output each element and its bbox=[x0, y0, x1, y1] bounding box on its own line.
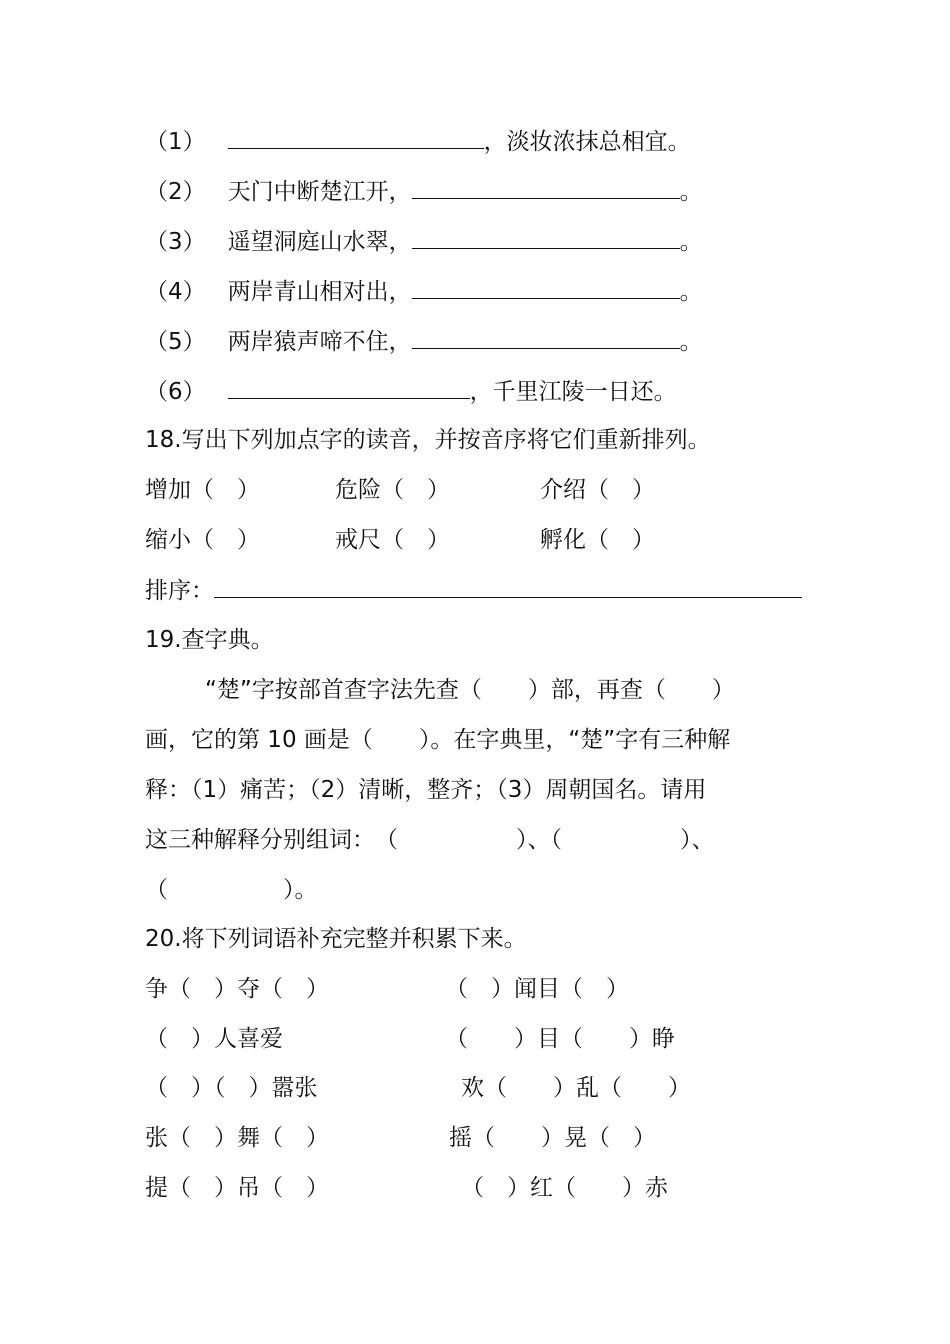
idiom-item[interactable]: 争（ ）夺（ ） bbox=[145, 976, 329, 1002]
answer-blank[interactable] bbox=[228, 376, 470, 399]
poem-text: 天门中断楚江开， bbox=[227, 179, 412, 205]
pinyin-row-1 bbox=[145, 475, 655, 505]
idiom-item[interactable]: （ ）人喜爱 bbox=[145, 1026, 283, 1052]
question-20-title: 20.将下列词语补充完整并积累下来。 bbox=[145, 926, 527, 952]
idiom-item[interactable]: （ ）闻目（ ） bbox=[445, 976, 629, 1002]
poem-text: 遥望洞庭山水翠， bbox=[227, 229, 412, 255]
answer-blank[interactable] bbox=[412, 226, 680, 249]
idiom-row-3 bbox=[145, 1073, 691, 1103]
idiom-item[interactable]: 欢（ ）乱（ ） bbox=[461, 1075, 691, 1101]
word-item[interactable]: 增加（ ） bbox=[145, 477, 260, 503]
answer-blank[interactable] bbox=[228, 126, 484, 149]
word-item[interactable]: 缩小（ ） bbox=[145, 527, 260, 553]
question-18-title: 18.写出下列加点字的读音，并按音序将它们重新排列。 bbox=[145, 427, 711, 453]
poem-line-1 bbox=[145, 126, 691, 157]
item-number: （2） bbox=[145, 179, 206, 205]
item-number: （5） bbox=[145, 329, 206, 355]
poem-text: 。 bbox=[679, 329, 703, 355]
item-number: （3） bbox=[145, 229, 206, 255]
answer-blank[interactable] bbox=[412, 176, 680, 199]
poem-line-6 bbox=[145, 376, 677, 407]
question-19-title: 19.查字典。 bbox=[145, 627, 274, 653]
idiom-item[interactable]: 张（ ）舞（ ） bbox=[145, 1125, 329, 1151]
q19-paragraph-line-4: 这三种解释分别组词： （ ）、（ ）、 bbox=[145, 827, 715, 853]
sort-row bbox=[145, 575, 802, 606]
q19-paragraph-line-5: （ ）。 bbox=[145, 877, 318, 903]
poem-text: ，淡妆浓抹总相宜。 bbox=[483, 129, 691, 155]
poem-line-5 bbox=[145, 326, 703, 357]
word-item[interactable]: 戒尺（ ） bbox=[335, 527, 450, 553]
poem-text: 。 bbox=[679, 279, 703, 305]
answer-blank[interactable] bbox=[412, 276, 680, 299]
poem-text: 两岸猿声啼不住， bbox=[227, 329, 412, 355]
item-number: （6） bbox=[145, 379, 206, 405]
idiom-row-5 bbox=[145, 1173, 668, 1203]
sort-answer-blank[interactable] bbox=[214, 575, 802, 598]
q19-paragraph-line-3: 释：（1）痛苦；（2）清晰，整齐；（3）周朝国名。请用 bbox=[145, 777, 707, 803]
item-number: （1） bbox=[145, 129, 206, 155]
poem-text: 两岸青山相对出， bbox=[227, 279, 412, 305]
idiom-row-1 bbox=[145, 974, 629, 1004]
word-item[interactable]: 孵化（ ） bbox=[540, 527, 655, 553]
poem-text: 。 bbox=[679, 229, 703, 255]
idiom-row-2 bbox=[145, 1024, 675, 1054]
idiom-item[interactable]: 提（ ）吊（ ） bbox=[145, 1175, 329, 1201]
poem-line-2 bbox=[145, 176, 703, 207]
item-number: （4） bbox=[145, 279, 206, 305]
poem-line-4 bbox=[145, 276, 703, 307]
word-item[interactable]: 介绍（ ） bbox=[540, 477, 655, 503]
idiom-item[interactable]: （ ）红（ ）赤 bbox=[461, 1175, 668, 1201]
idiom-row-4 bbox=[145, 1123, 656, 1153]
idiom-item[interactable]: 摇（ ）晃（ ） bbox=[449, 1125, 656, 1151]
answer-blank[interactable] bbox=[412, 326, 680, 349]
word-item[interactable]: 危险（ ） bbox=[335, 477, 450, 503]
poem-text: ，千里江陵一日还。 bbox=[469, 379, 677, 405]
q19-paragraph-line-1: “楚”字按部首查字法先查（ ）部，再查（ ） bbox=[205, 677, 735, 703]
poem-text: 。 bbox=[679, 179, 703, 205]
idiom-item[interactable]: （ ）目（ ）睁 bbox=[445, 1026, 675, 1052]
poem-line-3 bbox=[145, 226, 703, 257]
idiom-item[interactable]: （ ）（ ）嚣张 bbox=[145, 1075, 318, 1101]
pinyin-row-2 bbox=[145, 525, 655, 555]
q19-paragraph-line-2: 画，它的第 10 画是（ ）。在字典里，“楚”字有三种解 bbox=[145, 727, 731, 753]
sort-label: 排序： bbox=[145, 578, 214, 604]
